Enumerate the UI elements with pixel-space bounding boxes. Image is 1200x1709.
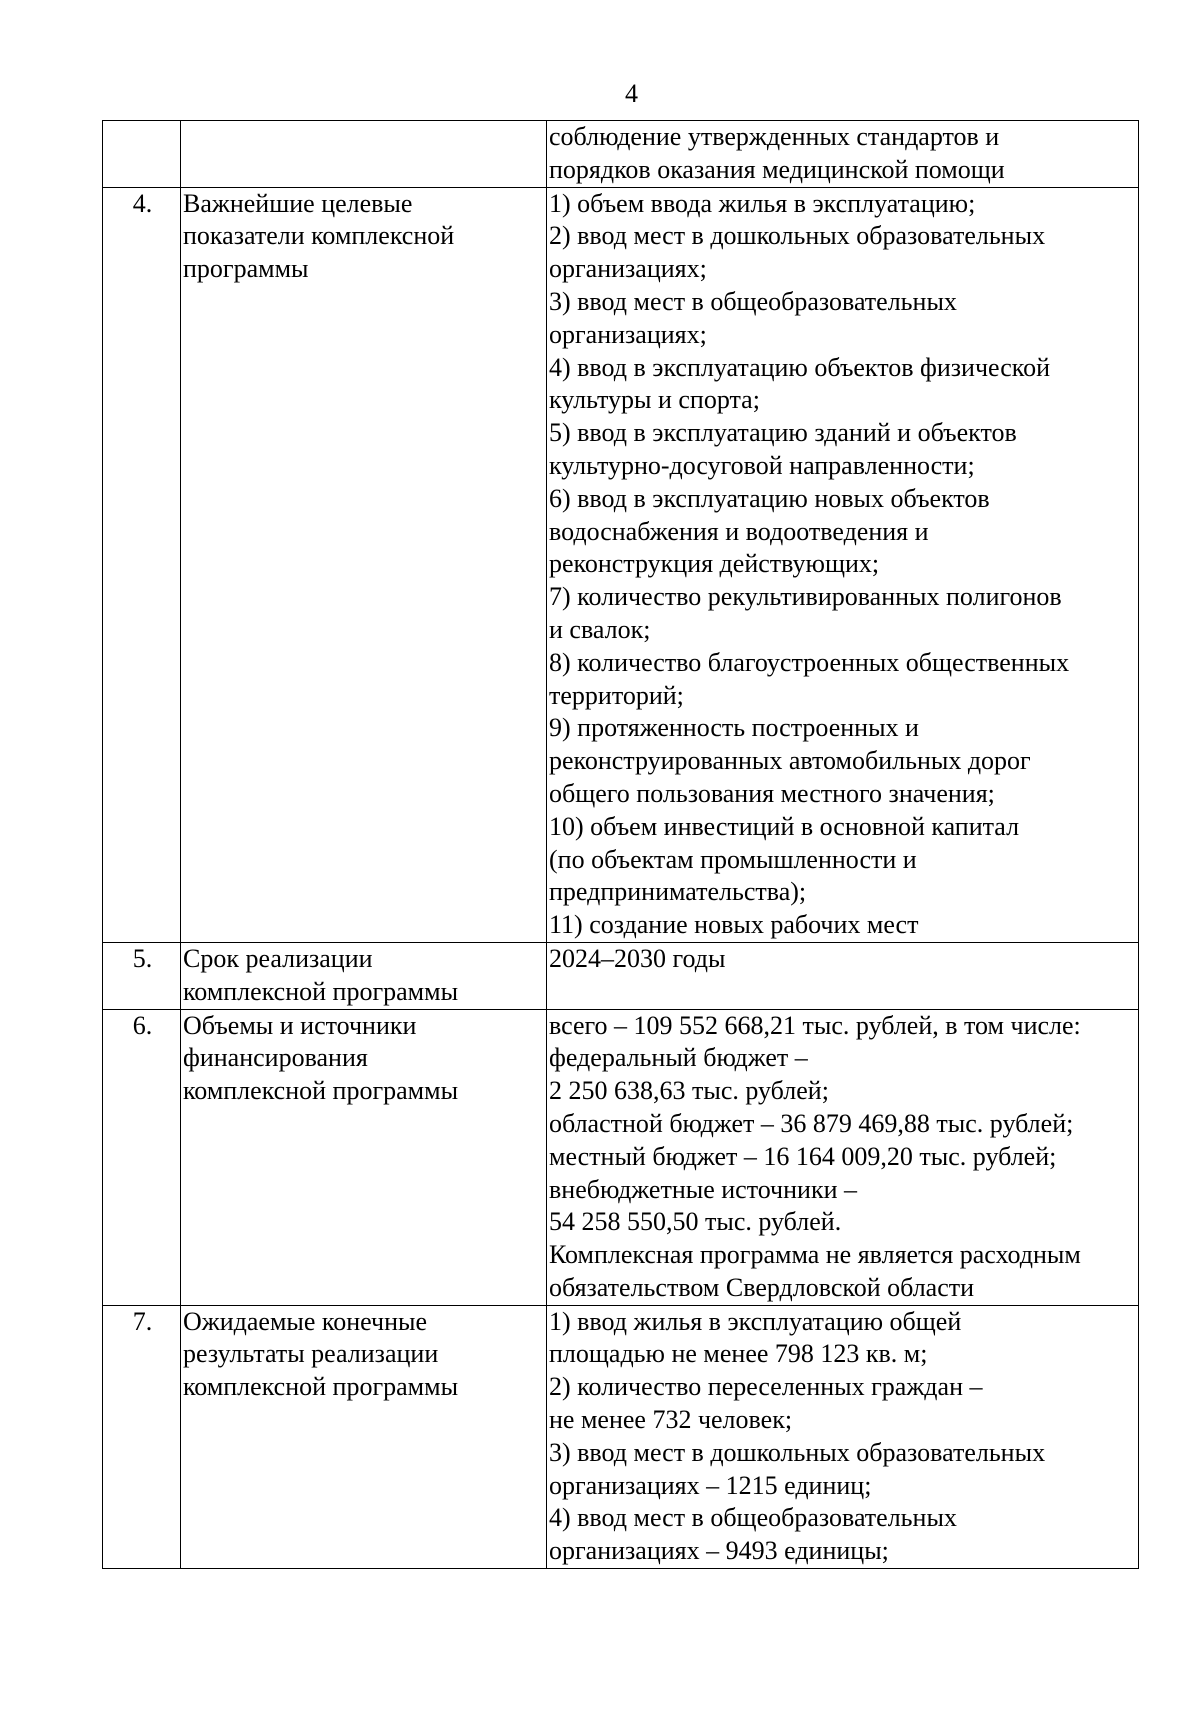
row-content-line: 4) ввод в эксплуатацию объектов физической [549, 352, 1050, 382]
row-content [547, 1009, 1139, 1305]
row-content-line: всего – 109 552 668,21 тыс. рублей, в том числе: [549, 1010, 1081, 1040]
row-content-line: организациях; [549, 319, 707, 349]
row-content-line: реконструкция действующих; [549, 549, 880, 579]
row-content-line: федеральный бюджет – [549, 1043, 808, 1073]
page-number: 4 [625, 79, 638, 108]
row-title-line: комплексной программы [183, 976, 459, 1006]
row-number: 7. [103, 1305, 181, 1568]
row-content-line: водоснабжения и водоотведения и [549, 516, 929, 546]
row-content-line: предпринимательства); [549, 877, 807, 907]
row-title [181, 121, 547, 188]
row-title-line: показатели комплексной [183, 221, 455, 251]
row-content-line: 2) количество переселенных граждан – [549, 1372, 983, 1402]
row-content [547, 1305, 1139, 1568]
row-content-line: 8) количество благоустроенных общественных [549, 647, 1070, 677]
row-content-line: организациях – 9493 единицы; [549, 1536, 889, 1566]
row-content-line: общего пользования местного значения; [549, 778, 995, 808]
row-title-line: Срок реализации [183, 943, 373, 973]
row-content-line: организациях – 1215 единиц; [549, 1470, 872, 1500]
row-title-line: Ожидаемые конечные [183, 1306, 428, 1336]
row-title [181, 187, 547, 942]
row-content [547, 187, 1139, 942]
row-content-line: 10) объем инвестиций в основной капитал [549, 811, 1020, 841]
row-content-line: организациях; [549, 254, 707, 284]
row-content-line: 2024–2030 годы [549, 943, 726, 973]
table-row [103, 1009, 1139, 1305]
row-content-line: и свалок; [549, 614, 651, 644]
row-content-line: 9) протяженность построенных и [549, 713, 919, 743]
row-title-line: финансирования [183, 1043, 368, 1073]
row-content-line: 54 258 550,50 тыс. рублей. [549, 1207, 842, 1237]
row-content-line: 1) объем ввода жилья в эксплуатацию; [549, 188, 976, 218]
row-content-line: внебюджетные источники – [549, 1174, 857, 1204]
row-content-line: областной бюджет – 36 879 469,88 тыс. рублей; [549, 1108, 1074, 1138]
row-title-line: комплексной программы [183, 1372, 459, 1402]
row-content-line: 2) ввод мест в дошкольных образовательных [549, 221, 1046, 251]
row-number [103, 121, 181, 188]
row-content-line: 1) ввод жилья в эксплуатацию общей [549, 1306, 962, 1336]
row-content-line: местный бюджет – 16 164 009,20 тыс. рублей; [549, 1141, 1057, 1171]
row-title-line: программы [183, 254, 309, 284]
row-content-line: 5) ввод в эксплуатацию зданий и объектов [549, 418, 1017, 448]
row-number: 6. [103, 1009, 181, 1305]
row-title-line: результаты реализации [183, 1339, 439, 1369]
table-row [103, 121, 1139, 188]
row-content-line: 7) количество рекультивированных полигонов [549, 582, 1062, 612]
row-content-line: реконструированных автомобильных дорог [549, 746, 1031, 776]
row-content-line: Комплексная программа не является расходным [549, 1240, 1081, 1270]
row-content-line: культуры и спорта; [549, 385, 760, 415]
table-row [103, 942, 1139, 1009]
row-content-line: (по объектам промышленности и [549, 844, 917, 874]
row-content-line: 2 250 638,63 тыс. рублей; [549, 1076, 829, 1106]
program-passport-table [102, 120, 1139, 1569]
row-content-line: 4) ввод мест в общеобразовательных [549, 1503, 957, 1533]
table-row [103, 1305, 1139, 1568]
row-title [181, 1305, 547, 1568]
row-title-line: комплексной программы [183, 1076, 459, 1106]
row-content-line: соблюдение утвержденных стандартов и [549, 122, 1000, 151]
row-title [181, 942, 547, 1009]
row-number: 5. [103, 942, 181, 1009]
table-row [103, 187, 1139, 942]
row-content-line: 3) ввод мест в общеобразовательных [549, 286, 957, 316]
row-title-line: Объемы и источники [183, 1010, 417, 1040]
row-content-line: культурно-досуговой направленности; [549, 450, 975, 480]
row-content-line: не менее 732 человек; [549, 1405, 793, 1435]
row-content-line: порядков оказания медицинской помощи [549, 154, 1005, 184]
row-title [181, 1009, 547, 1305]
row-content-line: территорий; [549, 680, 684, 710]
row-content-line: площадью не менее 798 123 кв. м; [549, 1339, 928, 1369]
row-content-line: 11) создание новых рабочих мест [549, 910, 919, 940]
row-content [547, 121, 1139, 188]
row-content [547, 942, 1139, 1009]
row-content-line: обязательством Свердловской области [549, 1272, 975, 1302]
row-content-line: 6) ввод в эксплуатацию новых объектов [549, 483, 990, 513]
row-title-line: Важнейшие целевые [183, 188, 413, 218]
row-number: 4. [103, 187, 181, 942]
row-content-line: 3) ввод мест в дошкольных образовательных [549, 1437, 1046, 1467]
